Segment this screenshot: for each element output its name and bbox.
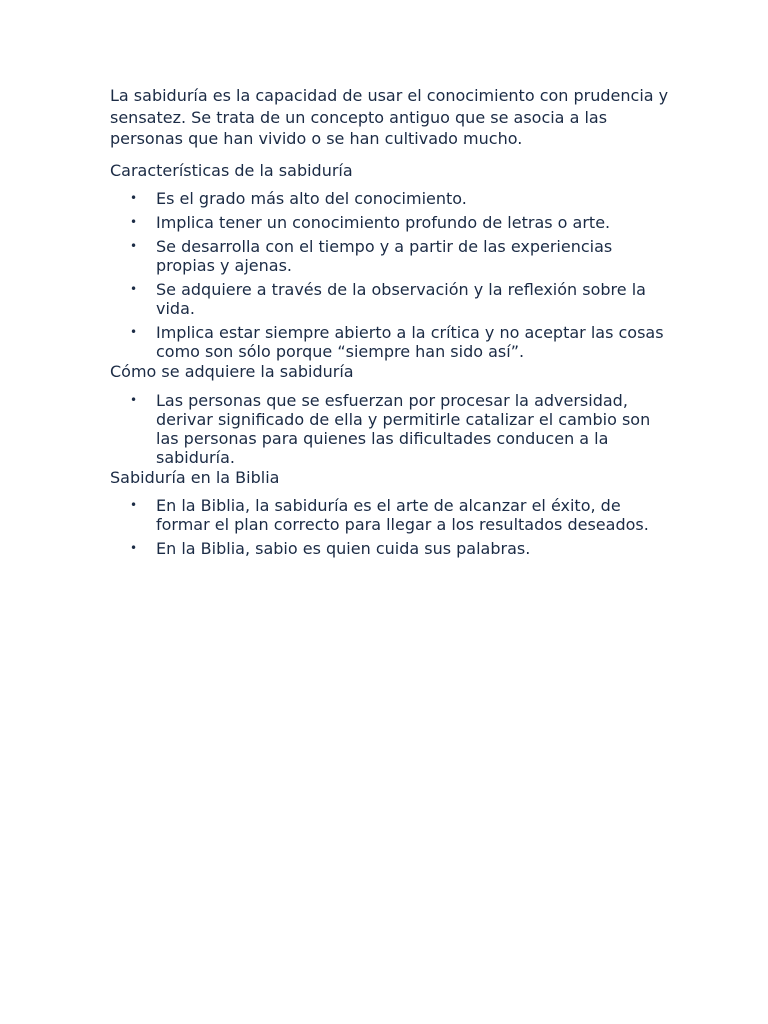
document-body xyxy=(110,85,670,563)
list-item-text: Es el grado más alto del conocimiento. xyxy=(156,189,467,208)
list-item xyxy=(110,280,670,318)
bullet-icon: • xyxy=(130,498,138,512)
list-item-text: Se adquiere a través de la observación y la reflexión sobre la vida. xyxy=(156,280,646,318)
bullet-icon: • xyxy=(130,215,138,229)
bullet-icon: • xyxy=(130,282,138,296)
intro-paragraph: La sabiduría es la capacidad de usar el conocimiento con prudencia y sensatez. Se trata de un concepto antiguo que se asocia a las personas que han vivido o se han cultivado mucho. xyxy=(110,86,669,148)
bullet-icon: • xyxy=(130,191,138,205)
section-heading-caracteristicas: Características de la sabiduría xyxy=(110,160,353,180)
bullet-icon: • xyxy=(130,239,138,253)
list-item-text: Las personas que se esfuerzan por procesar la adversidad, derivar significado de ella y permitirle catalizar el cambio son las personas para quienes las dificultades conducen a la sabiduría. xyxy=(156,390,651,467)
biblia-list xyxy=(110,496,670,558)
list-item-text: En la Biblia, la sabiduría es el arte de alcanzar el éxito, de formar el plan correcto para llegar a los resultados deseados. xyxy=(156,496,649,534)
section-heading-biblia: Sabiduría en la Biblia xyxy=(110,467,280,487)
bullet-icon: • xyxy=(130,325,138,339)
list-item xyxy=(110,391,670,467)
caracteristicas-list xyxy=(110,189,670,361)
list-item xyxy=(110,237,670,275)
list-item xyxy=(110,539,670,558)
list-item-text: Implica tener un conocimiento profundo de letras o arte. xyxy=(156,213,611,232)
como-se-adquiere-list xyxy=(110,391,670,467)
list-item xyxy=(110,189,670,208)
list-item-text: En la Biblia, sabio es quien cuida sus palabras. xyxy=(156,539,531,558)
list-item-text: Se desarrolla con el tiempo y a partir de las experiencias propias y ajenas. xyxy=(156,237,613,275)
bullet-icon: • xyxy=(130,392,138,407)
list-item-text: Implica estar siempre abierto a la crítica y no aceptar las cosas como son sólo porque “siempre han sido así”. xyxy=(156,323,664,361)
list-item xyxy=(110,213,670,232)
list-item xyxy=(110,323,670,361)
bullet-icon: • xyxy=(130,541,138,555)
list-item xyxy=(110,496,670,534)
section-heading-como-se-adquiere: Cómo se adquiere la sabiduría xyxy=(110,362,354,381)
